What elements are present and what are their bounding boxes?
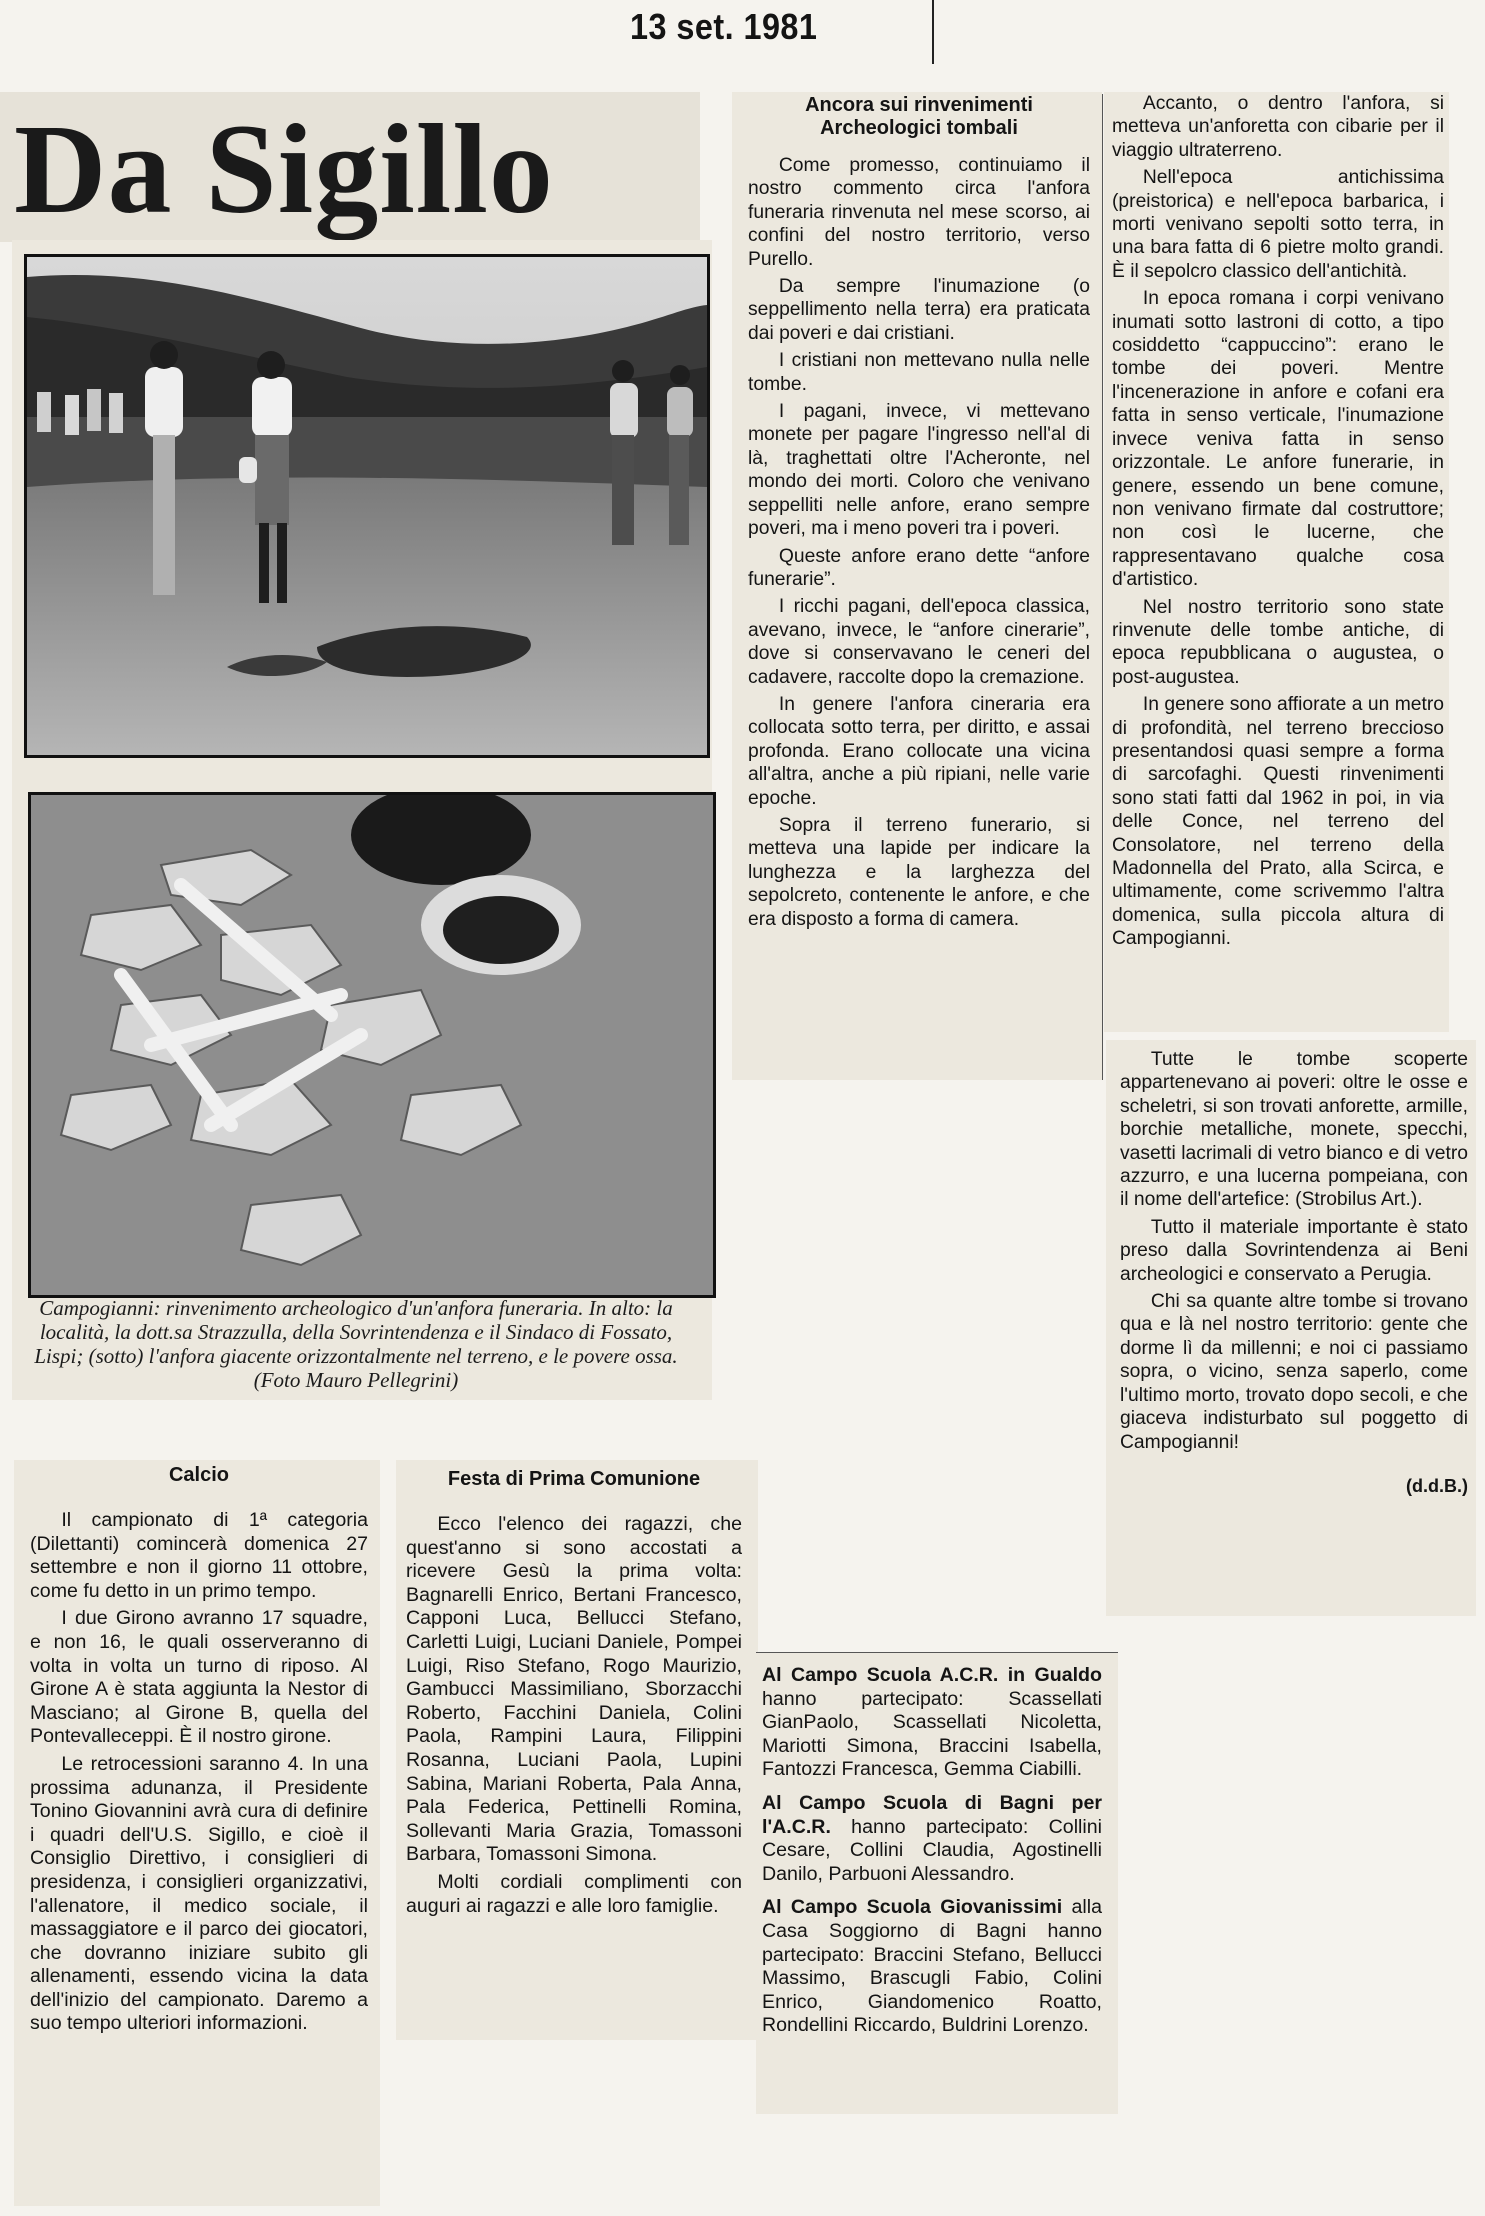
calcio-article (30, 1464, 368, 2036)
campi-article (762, 1664, 1102, 2048)
column-divider (1102, 94, 1103, 1080)
campo-item (762, 1792, 1102, 1886)
article-paragraph: I cristiani non mettevano nulla nelle tombe. (748, 350, 1090, 395)
article-paragraph: Tutte le tombe scoperte appartenevano ai poveri: oltre le osse e scheletri, si son trovati anforette, armille, borchie metalliche, monete, specchi, vasetti lacrimali di vetro bianco e di vetro azzurro, e una lucerna pompeiana, con il nome dell'artefice: (Strobilus Art.). (1120, 1049, 1468, 1211)
campo-lead: Al Campo Scuola di Bagni per l'A.C.R. (762, 1791, 1102, 1838)
date-frame (0, 0, 934, 64)
article-paragraph: Chi sa quante altre tombe si trovano qua e là nel nostro territorio: gente che dorme lì da millenni; e noi ci passiamo sopra, o vicino, senza saperlo, come l'ultimo morto, trovato dopo secoli, e che giaceva indisturbato sul poggetto di Campogianni! (1120, 1291, 1468, 1453)
article-col1 (748, 94, 1090, 931)
article-signature: (d.d.B.) (1406, 1475, 1468, 1496)
article-paragraph: Accanto, o dentro l'anfora, si metteva un'anforetta con cibarie per il viaggio ultraterreno. (1112, 93, 1444, 161)
article-paragraph: Nel nostro territorio sono state rinvenute delle tombe antiche, di epoca repubblicana o augustea, o post-augustea. (1112, 596, 1444, 688)
campo-rest: hanno partecipato: Scassellati GianPaolo, Scassellati Nicoletta, Mariotti Simona, Braccini Isabella, Fantozzi Francesca, Gemma Ciabilli. (762, 1687, 1102, 1781)
masthead-title: Da Sigillo (14, 98, 554, 240)
article-paragraph: I ricchi pagani, dell'epoca classica, avevano, invece, le “anfore cinerarie”, dove si conservavano le ceneri del cadavere, raccolte dopo la cremazione. (748, 596, 1090, 688)
amphora-photo-image (31, 795, 713, 1295)
article-paragraph: Sopra il terreno funerario, si metteva una lapide per indicare la lunghezza e la larghezza del sepolcreto, contenente le anfore, e che era disposto a forma di camera. (748, 814, 1090, 930)
campo-rest: alla Casa Soggiorno di Bagni hanno partecipato: Braccini Stefano, Bellucci Massimo, Brascugli Fabio, Colini Enrico, Giandomenico Roatto, Rondellini Riccardo, Buldrini Lorenzo. (762, 1896, 1102, 2037)
calcio-title: Calcio (168, 1464, 230, 1486)
clipping-date: 13 set. 1981 (630, 6, 818, 47)
campo-lead: Al Campo Scuola A.C.R. in Gualdo (762, 1664, 1102, 1686)
masthead (0, 92, 700, 242)
article-paragraph: Come promesso, continuiamo il nostro commento circa l'anfora funeraria rinvenuta nel mese scorso, ai confini del nostro territorio, verso Purello. (748, 155, 1090, 270)
article-paragraph: Queste anfore erano dette “anfore funerarie”. (748, 545, 1090, 590)
comunione-paragraph: Ecco l'elenco dei ragazzi, che quest'anno si sono accostati a ricevere Gesù la prima volta: Bagnarelli Enrico, Bertani Francesco, Capponi Luca, Bellucci Stefano, Carletti Luigi, Luciani Daniele, Pompei Luigi, Riso Stefano, Rogo Maurizio, Gambucci Massimiliano, Sborzacchi Roberto, Facchini Daniela, Colini Paola, Rampini Laura, Filippini Rosanna, Luciani Paola, Lupini Sabina, Mariani Roberta, Pala Anna, Pala Federica, Pettinelli Romina, Sollevanti Maria Grazia, Tomassoni Barbara, Tomassoni Simona. (406, 1513, 742, 1866)
campo-item (762, 1664, 1102, 1782)
comunione-paragraph: Molti cordiali complimenti con auguri ai ragazzi e alle loro famiglie. (406, 1870, 742, 1917)
comunione-title: Festa di Prima Comunione (447, 1468, 701, 1490)
article-paragraph: I pagani, invece, vi mettevano monete per pagare l'ingresso nell'al di là, traghettati oltre l'Acheronte, nel mondo dei morti. Coloro che venivano seppelliti nelle anfore, erano sempre poveri, ma i meno poveri tra i poveri. (748, 401, 1090, 540)
article-title: Ancora sui rinvenimenti Archeologici tombali (805, 94, 1033, 139)
article-col2 (1112, 92, 1444, 951)
article-paragraph: Da sempre l'inumazione (o seppellimento nella terra) era praticata dai poveri e dai cristiani. (748, 276, 1090, 344)
comunione-article (406, 1468, 742, 1918)
photo-bottom (28, 792, 716, 1298)
landscape-photo-image (27, 257, 707, 755)
campo-item (762, 1896, 1102, 2038)
article-paragraph: Nell'epoca antichissima (preistorica) e nell'epoca barbarica, i morti venivano sepolti sotto terra, in una bara fatta di 6 pietre molto grandi. È il sepolcro classico dell'antichità. (1112, 167, 1444, 282)
campo-lead: Al Campo Scuola Giovanissimi (762, 1896, 1063, 1919)
calcio-paragraph: Le retrocessioni saranno 4. In una prossima adunanza, il Presidente Tonino Giovannini avrà cura di definire i quadri dell'U.S. Sigillo, e cioè il Consiglio Direttivo, i consiglieri di presidenza, i consiglieri organizzativi, l'allenatore, il medico sociale, il massaggiatore e il parco dei giocatori, che dovranno iniziare subito gli allenamenti, essendo vicina la data dell'inizio del campionato. Daremo a suo tempo ulteriori informazioni. (30, 1752, 368, 2035)
calcio-paragraph: Il campionato di 1ª categoria (Dilettanti) comincerà domenica 27 settembre e non il giorno 11 ottobre, come fu detto in un primo tempo. (30, 1509, 368, 1602)
photo-top (24, 254, 710, 758)
article-paragraph: Tutto il materiale importante è stato preso dalla Sovrintendenza ai Beni archeologici e conservato a Perugia. (1120, 1216, 1468, 1285)
calcio-paragraph: I due Girono avranno 17 squadre, e non 16, le quali osserveranno di volta in volta un turno di riposo. Al Girone A è stata aggiunta la Nestor di Masciano; al Girone B, quella del Pontevalleceppi. È il nostro girone. (30, 1607, 368, 1748)
article-paragraph: In epoca romana i corpi venivano inumati sotto lastroni di cotto, a tipo cosiddetto “cappuccino”: erano le tombe dei poveri. Mentre l'incenerazione in anfore e cofani era fatta in senso verticale, l'inumazione invece veniva fatta in senso orizzontale. Le anfore funerarie, in genere, essendo un bene comune, non venivano firmate dal costruttore; non così le lucerne, che rappresentavano qualche cosa d'artistico. (1112, 288, 1444, 591)
article-paragraph: In genere l'anfora cineraria era collocata sotto terra, per diritto, e assai profonda. Erano collocate una vicina all'altra, anche a più ripiani, nelle varie epoche. (748, 693, 1090, 809)
campi-top-rule (756, 1652, 1118, 1653)
campo-rest: hanno partecipato: Collini Cesare, Collini Claudia, Agostinelli Danilo, Parbuoni Alessandro. (762, 1815, 1102, 1885)
photo-caption: Campogianni: rinvenimento archeologico d'un'anfora funeraria. In alto: la località, la dott.sa Strazzulla, della Sovrintendenza e il Sindaco di Fossato, Lispi; (sotto) l'anfora giacente orizzontalmente nel terreno, e le povere ossa. (Foto Mauro Pellegrini) (34, 1296, 678, 1392)
article-col3 (1120, 1048, 1468, 1497)
article-paragraph: In genere sono affiorate a un metro di profondità, nel terreno breccioso presentandosi quasi sempre a forma di sarcofaghi. Questi rinvenimenti sono stati fatti dal 1962 in poi, in via delle Conce, nel terreno del Consolatore, nel terreno della Madonnella del Prato, alla Scirca, e ultimamente, come scrivemmo l'altra domenica, sulla piccola altura di Campogianni. (1112, 694, 1444, 950)
